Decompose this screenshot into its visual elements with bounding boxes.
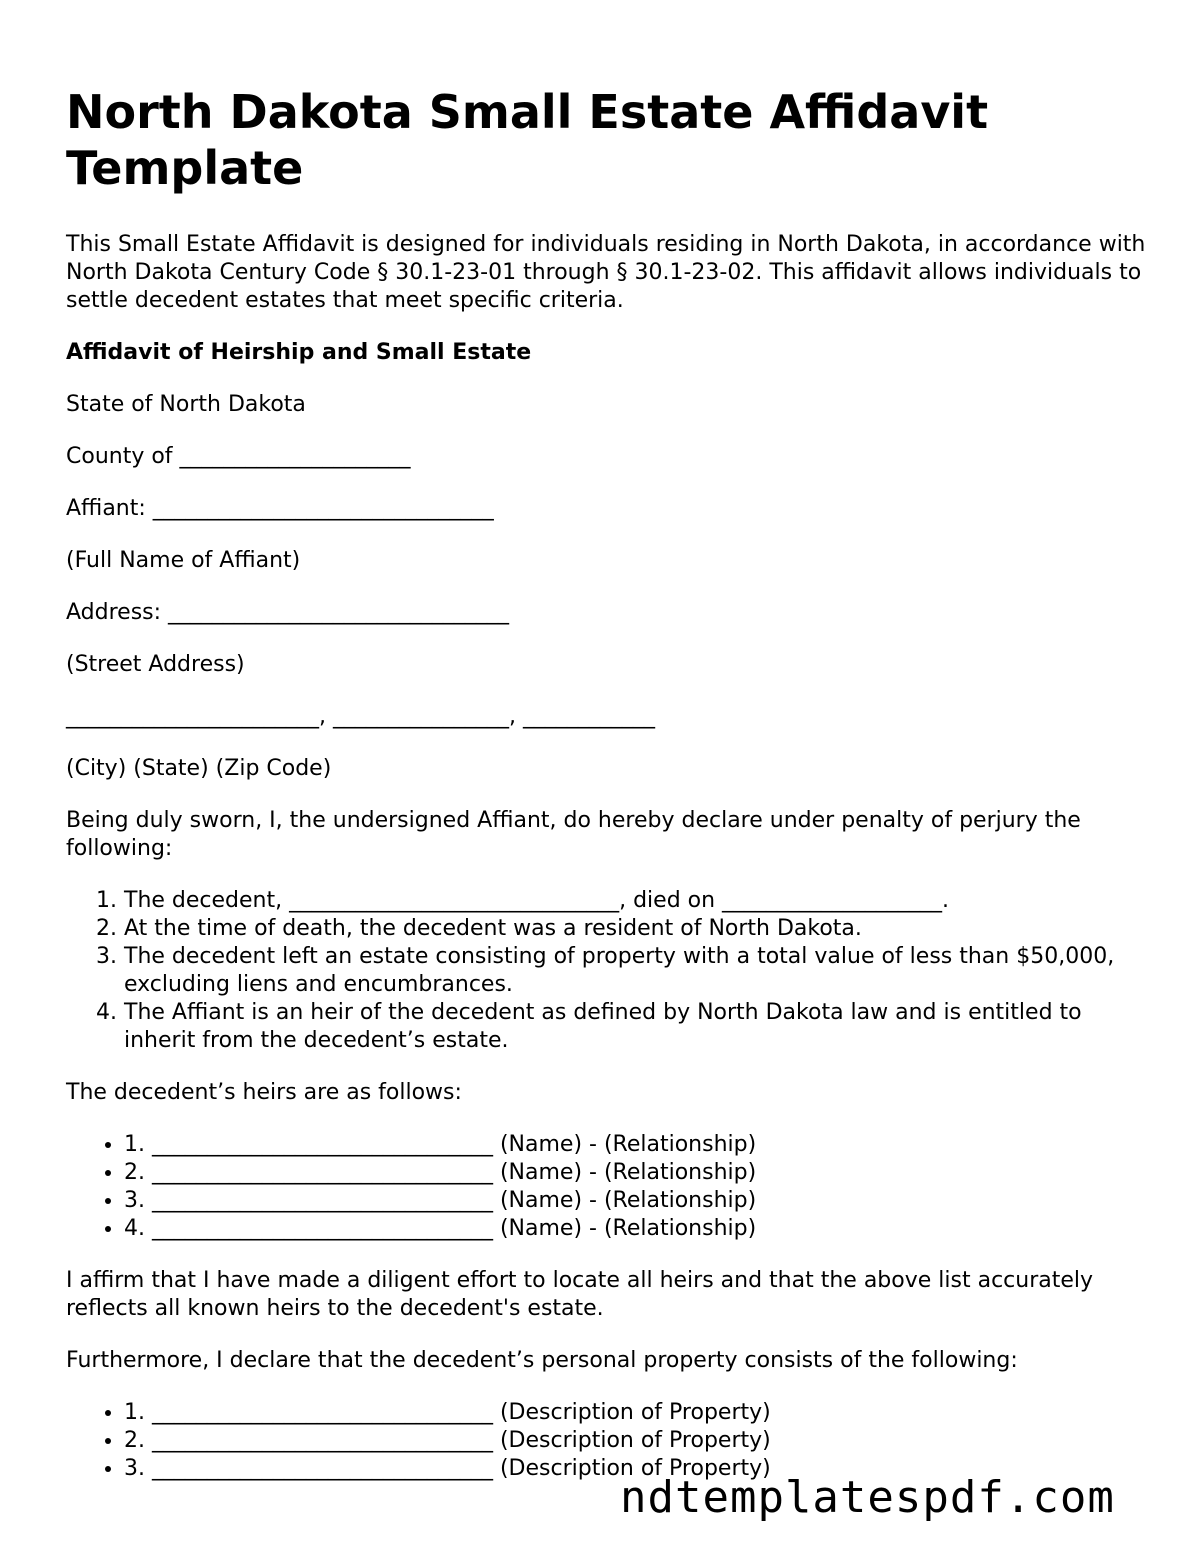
affiant-caption: (Full Name of Affiant) (66, 548, 301, 573)
city-state-zip-line: _______________________, ________________, ____________ (66, 704, 655, 729)
document-page (66, 84, 1146, 1507)
heir-item: • 3. _______________________________ (Name) - (Relationship) (124, 1187, 1146, 1215)
section-heading: Affidavit of Heirship and Small Estate (66, 340, 532, 365)
heir-item: • 4. _______________________________ (Name) - (Relationship) (124, 1215, 1146, 1243)
declarations-list (66, 887, 1146, 1055)
declaration-item: 3. The decedent left an estate consisting of property with a total value of less than $50,000, excluding liens and encumbrances. (124, 943, 1146, 999)
address-caption: (Street Address) (66, 652, 245, 677)
property-intro: Furthermore, I declare that the decedent’s personal property consists of the following: (66, 1348, 1018, 1373)
site-watermark: ndtemplatespdf.com (620, 1472, 1115, 1523)
declaration-item: 2. At the time of death, the decedent was a resident of North Dakota. (124, 915, 1146, 943)
document-title: North Dakota Small Estate Affidavit Template (66, 85, 989, 195)
county-line: County of _____________________ (66, 444, 411, 469)
declaration-item: 1. The decedent, ______________________________, died on ____________________. (124, 887, 1146, 915)
declaration-item: 4. The Affiant is an heir of the decedent as defined by North Dakota law and is entitled to inherit from the decedent’s estate. (124, 999, 1146, 1055)
heir-item: • 2. _______________________________ (Name) - (Relationship) (124, 1159, 1146, 1187)
property-item: • 3. _______________________________ (Description of Property) (124, 1455, 1146, 1483)
affiant-line: Affiant: _______________________________ (66, 496, 494, 521)
state-line: State of North Dakota (66, 392, 306, 417)
address-line: Address: _______________________________ (66, 600, 510, 625)
affirmation-paragraph: I affirm that I have made a diligent effort to locate all heirs and that the above list accurately reflects all known heirs to the decedent's estate. (66, 1268, 1094, 1321)
city-state-zip-caption: (City) (State) (Zip Code) (66, 756, 332, 781)
intro-paragraph: This Small Estate Affidavit is designed for individuals residing in North Dakota, in accordance with North Dakota Century Code § 30.1-23-01 through § 30.1-23-02. This affidavit allows individuals to settle decedent estates that meet specific criteria. (66, 232, 1146, 313)
property-item: • 2. _______________________________ (Description of Property) (124, 1427, 1146, 1455)
heirs-intro: The decedent’s heirs are as follows: (66, 1080, 462, 1105)
heir-item: • 1. _______________________________ (Name) - (Relationship) (124, 1131, 1146, 1159)
sworn-statement: Being duly sworn, I, the undersigned Affiant, do hereby declare under penalty of perjury the following: (66, 808, 1081, 861)
heirs-list (66, 1131, 1146, 1243)
property-item: • 1. _______________________________ (Description of Property) (124, 1399, 1146, 1427)
